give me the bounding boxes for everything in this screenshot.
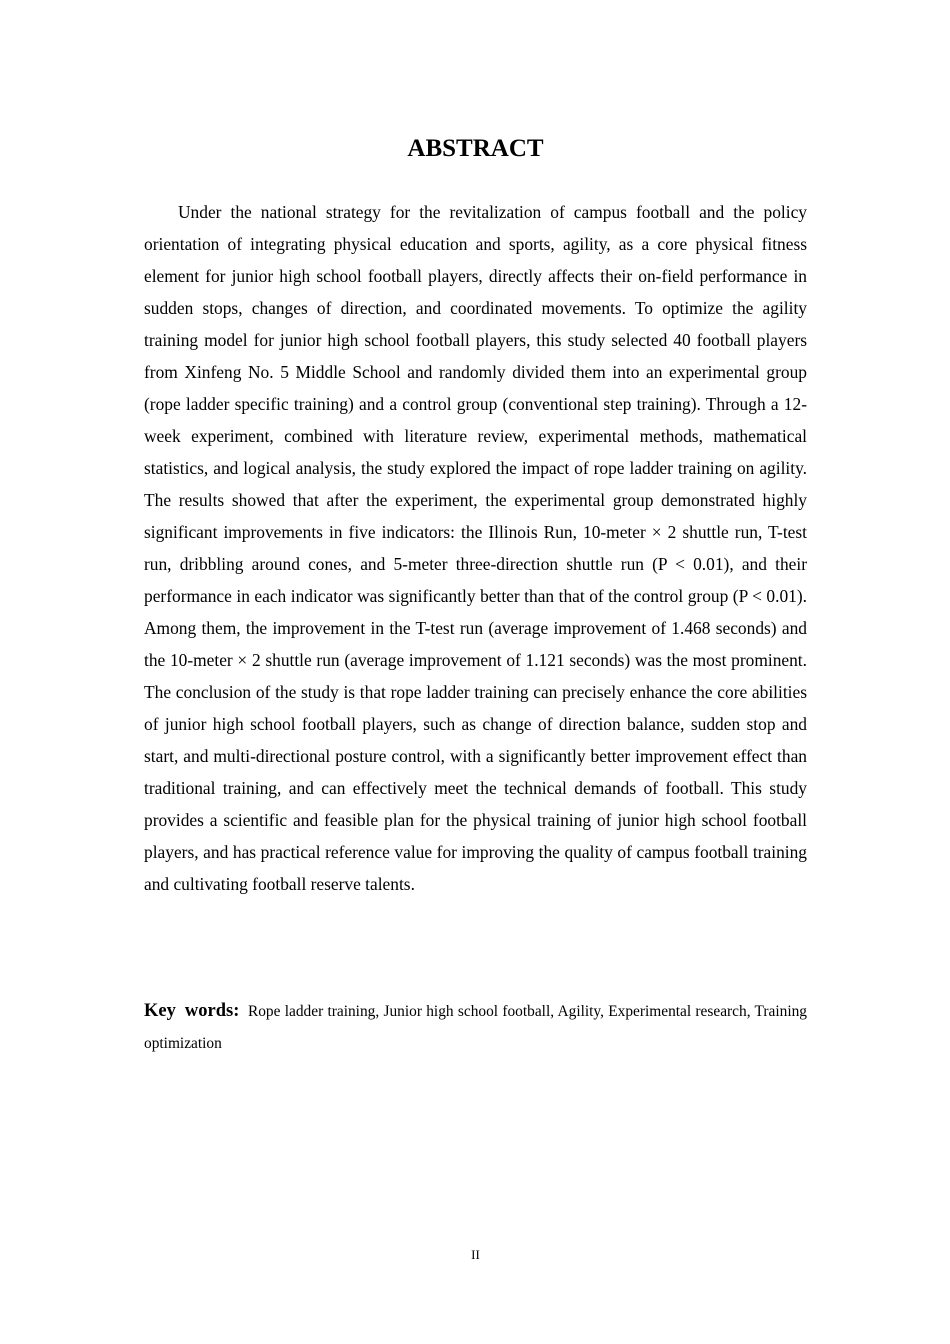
keywords-label: Key words: bbox=[144, 1001, 240, 1021]
page-number: II bbox=[471, 1247, 480, 1262]
document-page bbox=[144, 0, 807, 1344]
keywords-list: Rope ladder training, Junior high school football, Agility, Experimental research, Training optimization bbox=[144, 1003, 808, 1052]
keywords-section bbox=[144, 995, 807, 1060]
abstract-body: Under the national strategy for the revitalization of campus football and the policy orientation of integrating physical education and sports, agility, as a core physical fitness element for junior high school football players, directly affects their on-field performance in sudden stops, changes of direction, and coordinated movements. To optimize the agility training model for junior high school football players, this study selected 40 football players from Xinfeng No. 5 Middle School and randomly divided them into an experimental group (rope ladder specific training) and a control group (conventional step training). Through a 12-week experiment, combined with literature review, experimental methods, mathematical statistics, and logical analysis, the study explored the impact of rope ladder training on agility. The results showed that after the experiment, the experimental group demonstrated highly significant improvements in five indicators: the Illinois Run, 10-meter × 2 shuttle run, T-test run, dribbling around cones, and 5-meter three-direction shuttle run (P < 0.01), and their performance in each indicator was significantly better than that of the control group (P < 0.01). Among them, the improvement in the T-test run (average improvement of 1.468 seconds) and the 10-meter × 2 shuttle run (average improvement of 1.121 seconds) was the most prominent. The conclusion of the study is that rope ladder training can precisely enhance the core abilities of junior high school football players, such as change of direction balance, sudden stop and start, and multi-directional posture control, with a significantly better improvement effect than traditional training, and can effectively meet the technical demands of football. This study provides a scientific and feasible plan for the physical training of junior high school football players, and has practical reference value for improving the quality of campus football training and cultivating football reserve talents. bbox=[144, 202, 807, 894]
abstract-title: ABSTRACT bbox=[407, 135, 544, 162]
